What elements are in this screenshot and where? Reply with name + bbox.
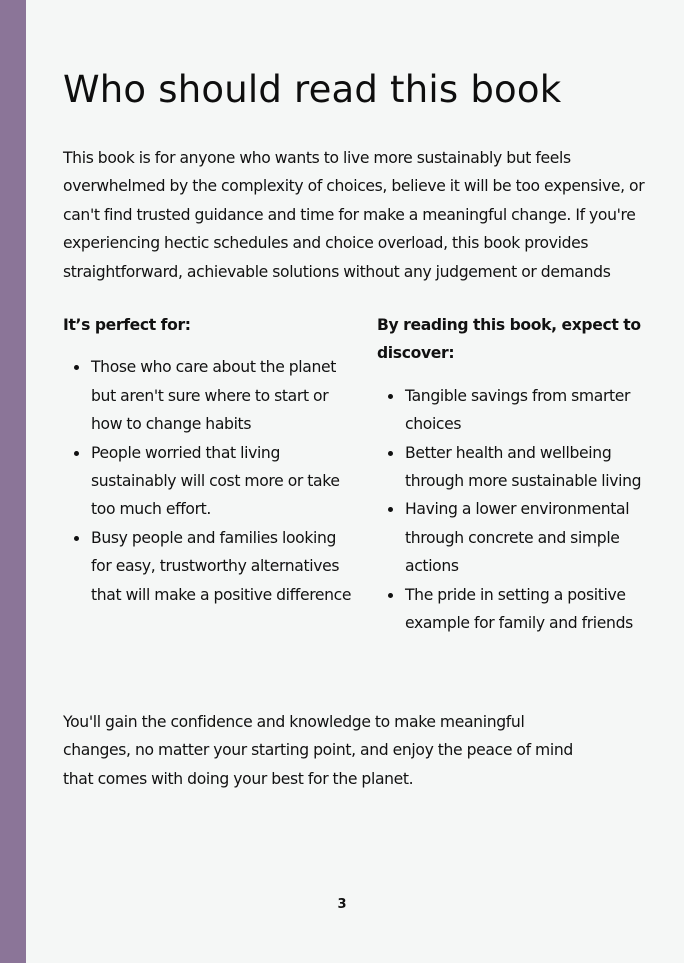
closing-paragraph: You'll gain the confidence and knowledge to make meaningful changes, no matter your starting point, and enjoy the peace of mind that comes with doing your best for the planet. [63, 713, 573, 788]
list-item: The pride in setting a positive example for family and friends [377, 581, 667, 638]
audience-heading: It’s perfect for: [63, 316, 191, 334]
list-item: Those who care about the planet but aren't sure where to start or how to change habits [63, 353, 358, 438]
intro-paragraph: This book is for anyone who wants to live more sustainably but feels overwhelmed by the complexity of choices, believe it will be too expensive, or can't find trusted guidance and time for make a meaningful change. If you're experiencing hectic schedules and choice overload, this book provides straightforward, achievable solutions without any judgement or demands [63, 149, 645, 281]
audience-column [63, 311, 358, 609]
benefits-heading: By reading this book, expect to discover: [377, 316, 641, 363]
accent-side-bar [0, 0, 26, 963]
list-item: Tangible savings from smarter choices [377, 382, 667, 439]
benefits-column [377, 311, 667, 637]
page-title: Who should read this book [63, 68, 562, 111]
audience-list [63, 353, 358, 609]
list-item: Having a lower environmental through concrete and simple actions [377, 495, 667, 580]
page-number: 3 [337, 897, 347, 912]
benefits-list [377, 382, 667, 638]
list-item: People worried that living sustainably will cost more or take too much effort. [63, 439, 358, 524]
list-item: Busy people and families looking for easy, trustworthy alternatives that will make a positive difference [63, 524, 358, 609]
list-item: Better health and wellbeing through more sustainable living [377, 439, 667, 496]
